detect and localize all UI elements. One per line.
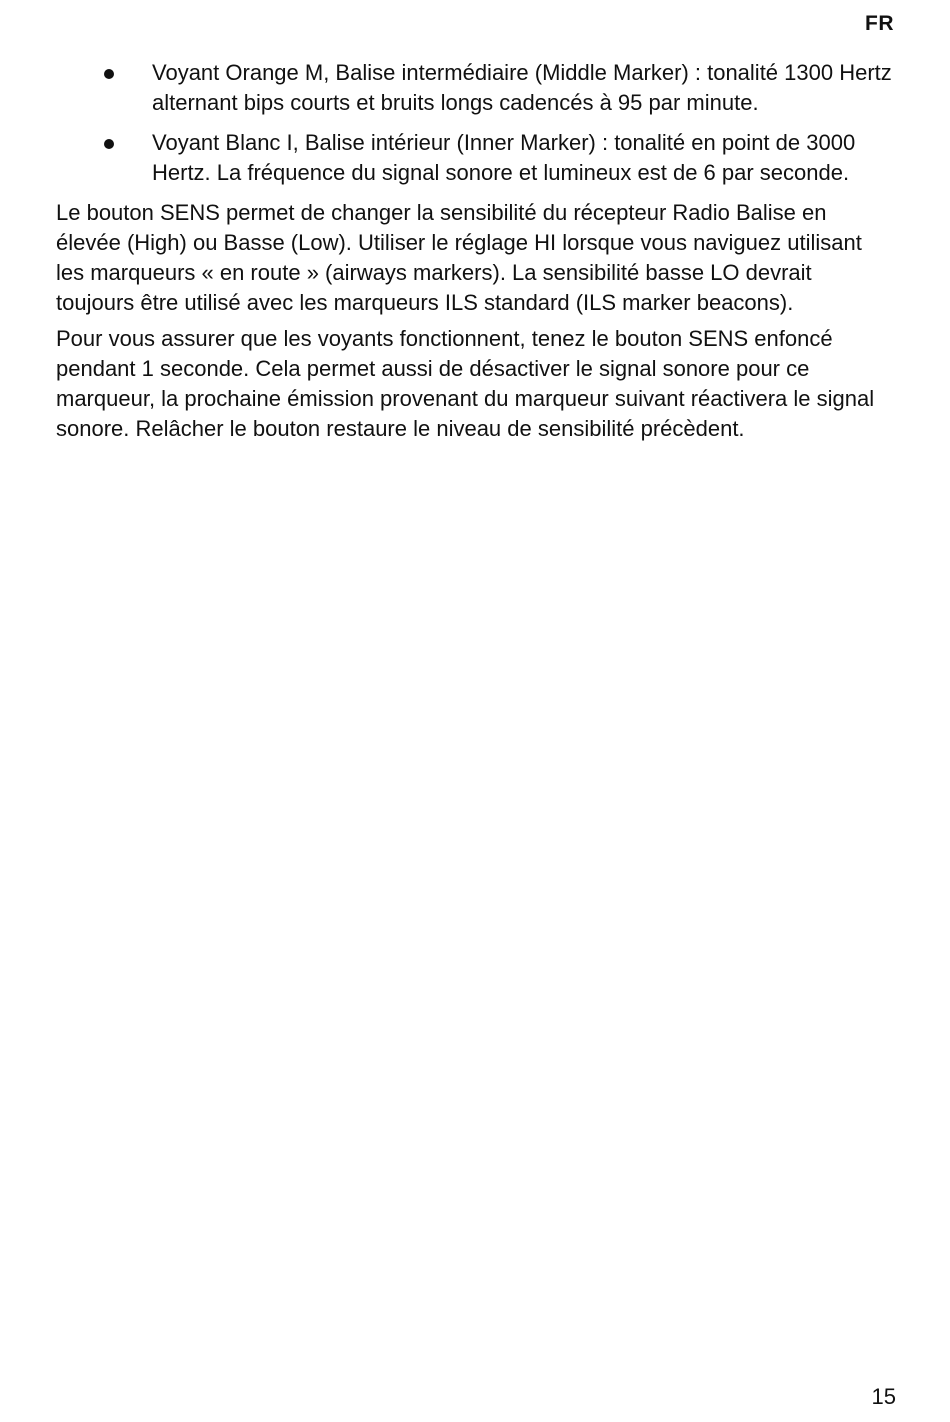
list-item-text: Voyant Orange M, Balise intermédiaire (Middle Marker) : tonalité 1300 Hertz alternant bips courts et bruits longs cadencés à 95 par minute. [152, 60, 892, 115]
paragraph-test-lights: Pour vous assurer que les voyants fonctionnent, tenez le bouton SENS enfoncé pendant 1 seconde. Cela permet aussi de désactiver le signal sonore pour ce marqueur, la prochaine émission provenant du marqueur suivant réactivera le signal sonore. Relâcher le bouton restaure le niveau de sensibilité précèdent. [56, 326, 875, 441]
page-number: 15 [871, 1384, 896, 1409]
list-item-text: Voyant Blanc I, Balise intérieur (Inner Marker) : tonalité en point de 3000 Hertz. La fréquence du signal sonore et lumineux est de 6 par seconde. [152, 130, 856, 185]
list-item-middle-marker [56, 58, 896, 118]
bullet-icon [104, 139, 114, 149]
bullet-icon [104, 69, 114, 79]
list-item-inner-marker [56, 128, 896, 188]
manual-content [56, 58, 896, 450]
paragraph-sens-button: Le bouton SENS permet de changer la sensibilité du récepteur Radio Balise en élevée (High) ou Basse (Low). Utiliser le réglage HI lorsque vous naviguez utilisant les marqueurs « en route » (airways markers). La sensibilité basse LO devrait toujours être utilisé avec les marqueurs ILS standard (ILS marker beacons). [56, 200, 862, 315]
language-tag: FR [865, 12, 894, 35]
marker-light-list [56, 58, 896, 188]
